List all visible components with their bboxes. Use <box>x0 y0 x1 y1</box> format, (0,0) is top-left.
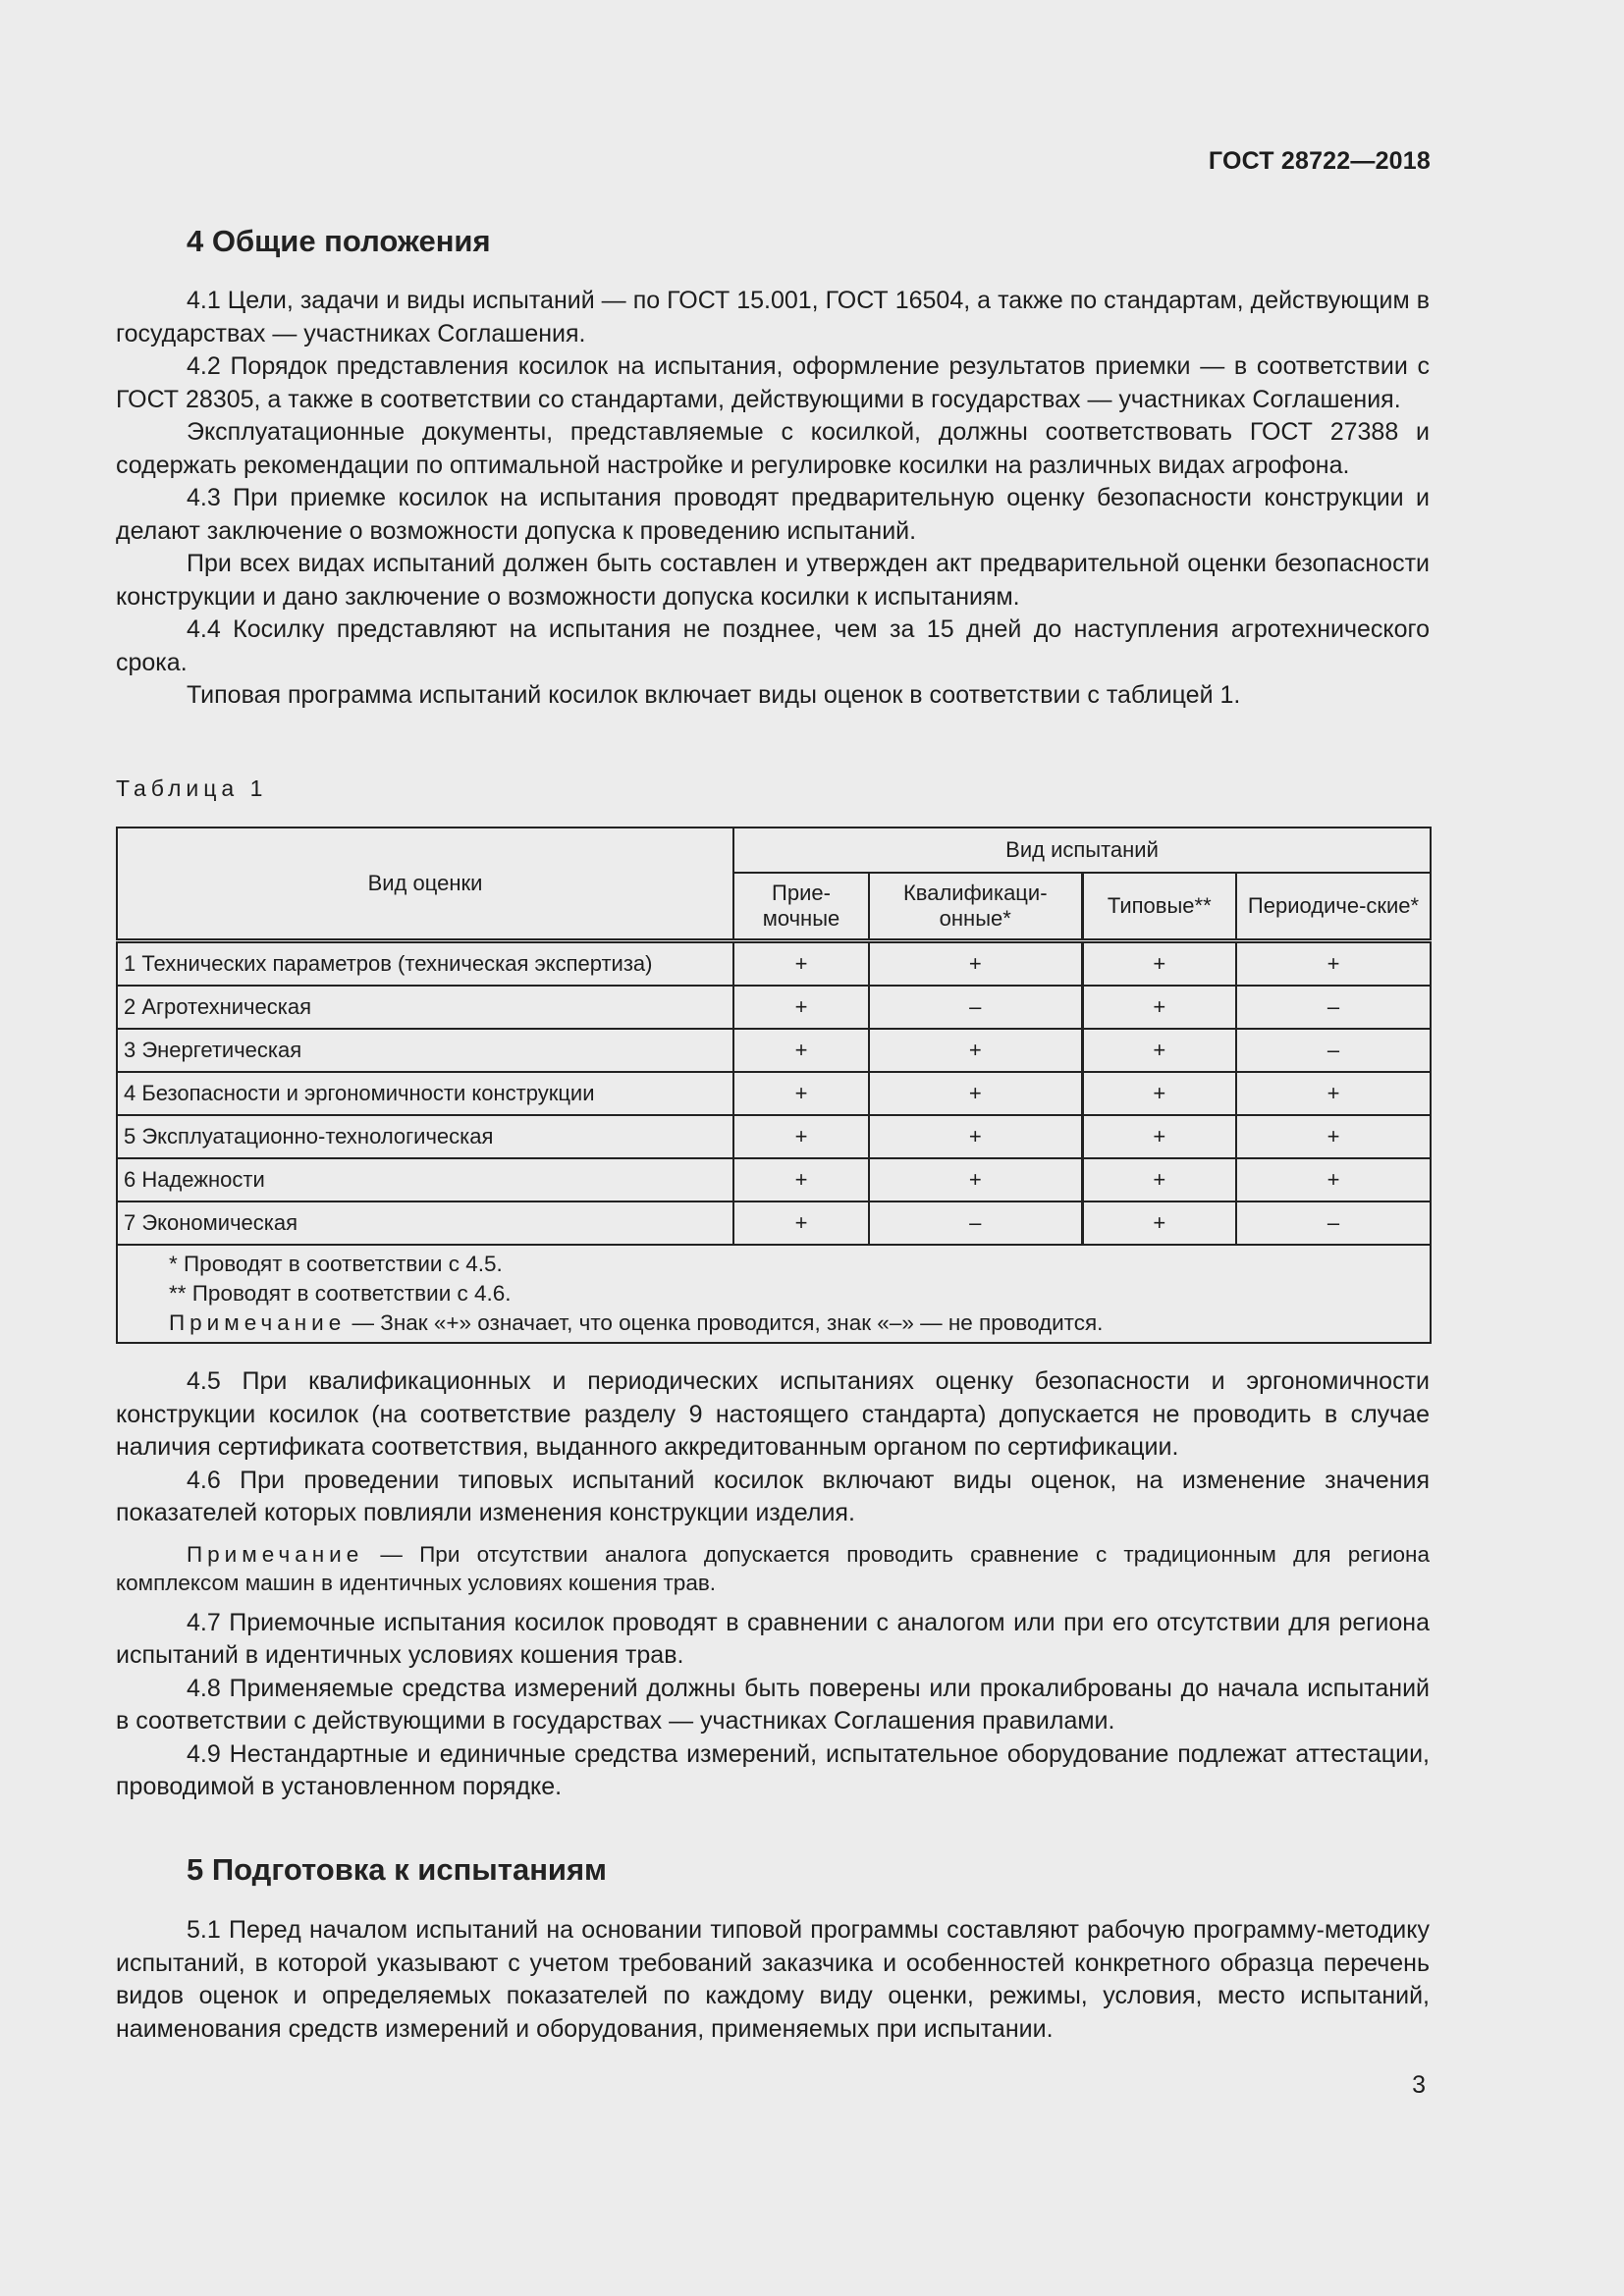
header-col-qualification: Квалификаци-онные* <box>869 873 1082 941</box>
section-4-continued <box>116 1365 1430 1804</box>
paragraph-safety-act: При всех видах испытаний должен быть составлен и утвержден акт предварительной оценки безопасности конструкции и дано заключение о возможности допуска косилки к испытаниям. <box>116 550 1430 611</box>
paragraph-4-4: 4.4 Косилку представляют на испытания не позднее, чем за 15 дней до наступления агротехнического срока. <box>116 615 1430 676</box>
table-row <box>117 1158 1431 1201</box>
cell-mark: + <box>869 1115 1082 1158</box>
cell-mark: + <box>733 941 869 987</box>
header-eval-type: Вид оценки <box>117 828 733 941</box>
cell-mark: + <box>1082 1115 1236 1158</box>
footnote-1: * Проводят в соответствии с 4.5. <box>169 1252 503 1276</box>
section-5-body <box>116 1914 1430 2046</box>
cell-mark: – <box>1236 986 1431 1029</box>
cell-mark: + <box>733 1115 869 1158</box>
table-row <box>117 986 1431 1029</box>
cell-mark: + <box>1082 986 1236 1029</box>
footnote-2: ** Проводят в соответствии с 4.6. <box>169 1281 512 1306</box>
page-number: 3 <box>1412 2071 1426 2099</box>
table-1-wrap <box>116 827 1430 1344</box>
cell-mark: + <box>869 1029 1082 1072</box>
cell-mark: + <box>733 1029 869 1072</box>
paragraph-5-1: 5.1 Перед началом испытаний на основании типовой программы составляют рабочую программу-методику испытаний, в которой указывают с учетом требований заказчика и особенностей конкретного образца перечень видов оценок и определяемых показателей по каждому виду оценки, режимы, условия, место испытаний, наименования средств измерений и оборудования, применяемых при испытании. <box>116 1916 1430 2043</box>
cell-mark: + <box>1082 1029 1236 1072</box>
row-name: 7 Экономическая <box>117 1201 733 1245</box>
paragraph-4-7: 4.7 Приемочные испытания косилок проводят в сравнении с аналогом или при его отсутствии для региона испытаний в идентичных условиях кошения трав. <box>116 1608 1430 1669</box>
row-name: 5 Эксплуатационно-технологическая <box>117 1115 733 1158</box>
table-row <box>117 1115 1431 1158</box>
table-notes-row <box>117 1245 1431 1343</box>
row-name: 1 Технических параметров (техническая экспертиза) <box>117 941 733 987</box>
section-4-title: 4 Общие положения <box>187 224 491 258</box>
paragraph-4-3: 4.3 При приемке косилок на испытания проводят предварительную оценку безопасности конструкции и делают заключение о возможности допуска к проведению испытаний. <box>116 484 1430 545</box>
cell-mark: + <box>869 1158 1082 1201</box>
paragraph-4-2: 4.2 Порядок представления косилок на испытания, оформление результатов приемки — в соответствии с ГОСТ 28305, а также в соответствии со стандартами, действующими в государствах — участниках Соглашения. <box>116 352 1430 413</box>
paragraph-exploitation-docs: Эксплуатационные документы, представляемые с косилкой, должны соответствовать ГОСТ 27388 и содержать рекомендации по оптимальной настройке и регулировке косилки на различных видах агрофона. <box>116 418 1430 479</box>
section-4 <box>116 224 1430 259</box>
section-5 <box>116 1852 1430 1888</box>
standard-code: ГОСТ 28722—2018 <box>1208 147 1431 175</box>
cell-mark: + <box>733 1201 869 1245</box>
cell-mark: + <box>1236 1158 1431 1201</box>
row-name: 6 Надежности <box>117 1158 733 1201</box>
note-analog <box>116 1540 1430 1597</box>
cell-mark: + <box>1082 1158 1236 1201</box>
header-col-acceptance: Прие-мочные <box>733 873 869 941</box>
cell-mark: + <box>733 1158 869 1201</box>
table-1 <box>116 827 1432 1344</box>
table-row <box>117 1201 1431 1245</box>
cell-mark: + <box>733 1072 869 1115</box>
cell-mark: + <box>1082 1201 1236 1245</box>
cell-mark: + <box>733 986 869 1029</box>
table-row <box>117 1029 1431 1072</box>
table-note <box>169 1308 1424 1338</box>
table-note-text: — Знак «+» означает, что оценка проводится, знак «–» — не проводится. <box>346 1310 1104 1335</box>
cell-mark: + <box>1236 941 1431 987</box>
row-name: 3 Энергетическая <box>117 1029 733 1072</box>
paragraph-4-6: 4.6 При проведении типовых испытаний косилок включают виды оценок, на изменение значения показателей которых повлияли изменения конструкции изделия. <box>116 1466 1430 1526</box>
table-row <box>117 1072 1431 1115</box>
table-note-label: Примечание <box>169 1310 347 1335</box>
cell-mark: + <box>1082 1072 1236 1115</box>
paragraph-4-8: 4.8 Применяемые средства измерений должны быть поверены или прокалиброваны до начала испытаний в соответствии с действующими в государствах — участниках Соглашения правилами. <box>116 1674 1430 1735</box>
table-1-caption: Таблица 1 <box>116 775 268 801</box>
cell-mark: + <box>869 941 1082 987</box>
table-1-caption-wrap <box>116 775 1430 802</box>
cell-mark: + <box>869 1072 1082 1115</box>
cell-mark: – <box>869 986 1082 1029</box>
paragraph-4-5: 4.5 При квалификационных и периодических испытаниях оценку безопасности и эргономичности конструкции косилок (на соответствие разделу 9 настоящего стандарта) допускается не проводить в случае наличия сертификата соответствия, выданного аккредитованным органом по сертификации. <box>116 1367 1430 1461</box>
paragraph-typical-program: Типовая программа испытаний косилок включает виды оценок в соответствии с таблицей 1. <box>187 681 1241 709</box>
row-name: 2 Агротехническая <box>117 986 733 1029</box>
cell-mark: + <box>1082 941 1236 987</box>
note-analog-text: — При отсутствии аналога допускается проводить сравнение с традиционным для региона комплексом машин в идентичных условиях кошения трав. <box>116 1541 1430 1595</box>
cell-mark: – <box>869 1201 1082 1245</box>
header-col-periodic: Периодиче-ские* <box>1236 873 1431 941</box>
table-notes <box>117 1245 1431 1343</box>
cell-mark: – <box>1236 1029 1431 1072</box>
cell-mark: – <box>1236 1201 1431 1245</box>
cell-mark: + <box>1236 1072 1431 1115</box>
row-name: 4 Безопасности и эргономичности конструкции <box>117 1072 733 1115</box>
section-5-title: 5 Подготовка к испытаниям <box>187 1852 607 1887</box>
header-test-type: Вид испытаний <box>733 828 1431 873</box>
section-4-body <box>116 285 1430 713</box>
paragraph-4-9: 4.9 Нестандартные и единичные средства измерений, испытательное оборудование подлежат аттестации, проводимой в установленном порядке. <box>116 1739 1430 1800</box>
paragraph-4-1: 4.1 Цели, задачи и виды испытаний — по ГОСТ 15.001, ГОСТ 16504, а также по стандартам, действующим в государствах — участниках Соглашения. <box>116 287 1430 347</box>
note-analog-label: Примечание <box>187 1541 364 1567</box>
header-col-typical: Типовые** <box>1082 873 1236 941</box>
cell-mark: + <box>1236 1115 1431 1158</box>
table-row <box>117 941 1431 987</box>
